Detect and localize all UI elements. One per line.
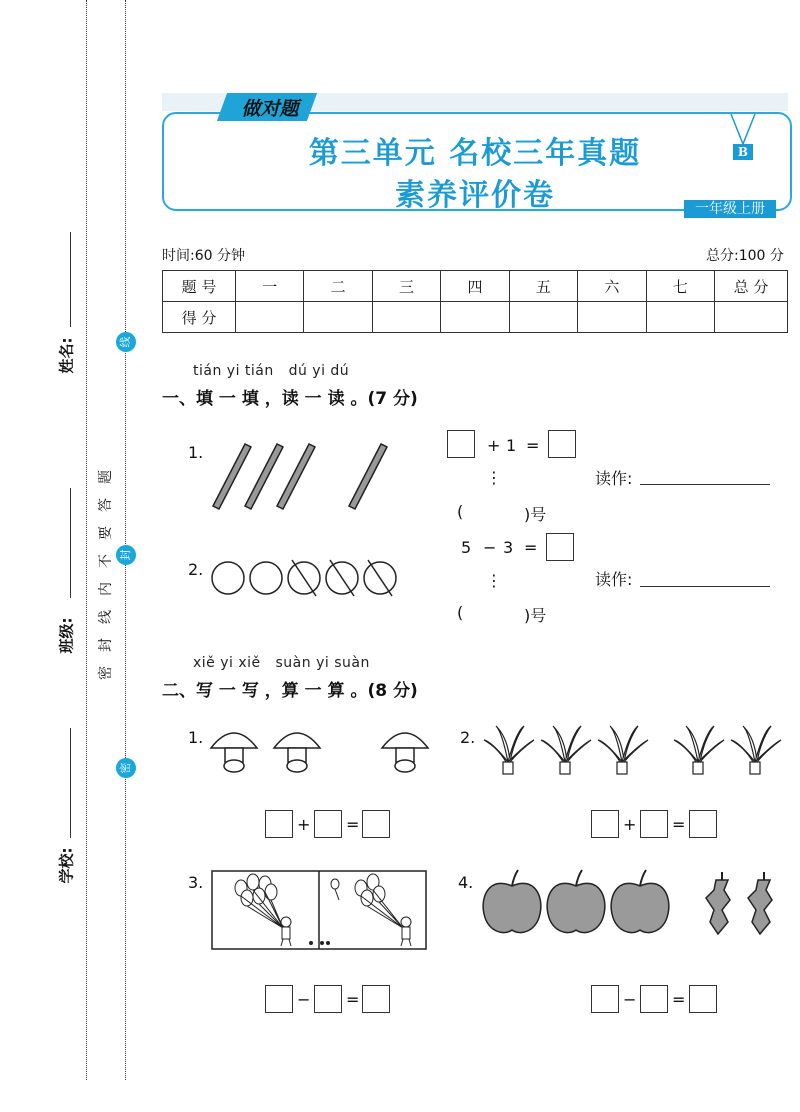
seal-instruction: 密封线内不要答题 xyxy=(98,456,114,680)
answer-box[interactable] xyxy=(689,810,717,838)
equals-sign: = xyxy=(524,538,538,557)
answer-box[interactable] xyxy=(314,810,342,838)
table-header-cell: 三 xyxy=(372,271,440,302)
answer-box[interactable] xyxy=(546,533,574,561)
mushrooms-image xyxy=(208,722,438,778)
read-as-line[interactable] xyxy=(640,484,770,485)
score-cell[interactable] xyxy=(715,302,788,333)
answer-box[interactable] xyxy=(447,430,475,458)
name-underline xyxy=(70,232,71,327)
number-five: 5 xyxy=(461,538,472,557)
item-number: 1. xyxy=(188,443,204,462)
equals-sign: = xyxy=(346,815,360,834)
table-header-cell: 二 xyxy=(304,271,372,302)
banner-text: 做对题 xyxy=(241,98,299,120)
score-cell[interactable] xyxy=(304,302,372,333)
minus-sign: − xyxy=(483,538,497,557)
answer-box[interactable] xyxy=(362,810,390,838)
circles-image xyxy=(208,558,408,598)
item-number: 3. xyxy=(188,873,204,892)
table-header-cell: 题 号 xyxy=(163,271,236,302)
score-cell[interactable] xyxy=(372,302,440,333)
class-label: 班级: xyxy=(57,617,76,654)
section1-pinyin: tián yi tián dú yi dú xyxy=(193,363,350,379)
pencils-image xyxy=(205,438,395,510)
section1-title: 一、填 一 填 ，读 一 读 。(7 分) xyxy=(162,389,418,409)
equals-sign: = xyxy=(672,815,686,834)
potted-plants-image xyxy=(482,722,782,780)
section2-pinyin: xiě yi xiě suàn yi suàn xyxy=(193,655,370,671)
apples-image xyxy=(478,866,784,940)
table-row-label: 得 分 xyxy=(163,302,236,333)
score-cell[interactable] xyxy=(646,302,714,333)
section2-title: 二、写 一 写 ，算 一 算 。(8 分) xyxy=(162,681,418,701)
answer-box[interactable] xyxy=(591,810,619,838)
badge-hanger-icon xyxy=(728,114,758,146)
table-header-cell: 五 xyxy=(509,271,577,302)
version-badge: B xyxy=(733,144,753,160)
answer-box[interactable] xyxy=(640,985,668,1013)
total-info: 总分:100 分 xyxy=(706,248,784,264)
plus-sign: + xyxy=(623,815,637,834)
read-as-label: 读作: xyxy=(595,570,633,589)
seal-badge-xian: 线 xyxy=(116,332,136,352)
answer-box[interactable] xyxy=(265,810,293,838)
table-header-cell: 六 xyxy=(578,271,646,302)
minus-sign: − xyxy=(297,990,311,1009)
answer-box[interactable] xyxy=(689,985,717,1013)
answer-box[interactable] xyxy=(265,985,293,1013)
inner-dotted-line xyxy=(125,0,126,1080)
school-label: 学校: xyxy=(57,847,76,884)
item-number: 2. xyxy=(460,728,476,747)
answer-box[interactable] xyxy=(548,430,576,458)
grade-tag: 一年级上册 xyxy=(684,200,776,218)
item-number: 2. xyxy=(188,560,204,579)
school-underline xyxy=(70,728,71,838)
name-label: 姓名: xyxy=(57,337,76,374)
number-one: 1 xyxy=(506,436,517,455)
table-header-cell: 总 分 xyxy=(715,271,788,302)
table-header-cell: 一 xyxy=(236,271,304,302)
read-as-line[interactable] xyxy=(640,586,770,587)
score-cell[interactable] xyxy=(441,302,509,333)
paren-right: )号 xyxy=(524,505,547,524)
plus-sign: + xyxy=(297,815,311,834)
seal-badge-feng: 封 xyxy=(116,545,136,565)
equals-sign: = xyxy=(672,990,686,1009)
minus-sign: − xyxy=(623,990,637,1009)
plus-sign: + xyxy=(487,436,501,455)
read-as-label: 读作: xyxy=(595,469,633,488)
time-info: 时间:60 分钟 xyxy=(162,248,245,264)
paren-right: )号 xyxy=(524,606,547,625)
item-number: 1. xyxy=(188,728,204,747)
score-cell[interactable] xyxy=(509,302,577,333)
answer-box[interactable] xyxy=(314,985,342,1013)
number-three: 3 xyxy=(503,538,514,557)
class-underline xyxy=(70,488,71,598)
page-subtitle: 素养评价卷 xyxy=(395,178,555,213)
score-table-header-row xyxy=(163,271,788,302)
answer-box[interactable] xyxy=(640,810,668,838)
answer-box[interactable] xyxy=(362,985,390,1013)
paren-left: ( xyxy=(457,603,464,622)
page-title: 第三单元 名校三年真题 xyxy=(308,136,642,171)
answer-box[interactable] xyxy=(591,985,619,1013)
colon-dots: ⋮ xyxy=(486,468,502,487)
score-cell[interactable] xyxy=(236,302,304,333)
item-number: 4. xyxy=(458,873,474,892)
table-header-cell: 七 xyxy=(646,271,714,302)
score-table-score-row xyxy=(163,302,788,333)
outer-dotted-line xyxy=(86,0,87,1080)
seal-badge-mi: 密 xyxy=(116,758,136,778)
score-table xyxy=(162,270,788,333)
equals-sign: = xyxy=(526,436,540,455)
paren-left: ( xyxy=(457,502,464,521)
score-cell[interactable] xyxy=(578,302,646,333)
equals-sign: = xyxy=(346,990,360,1009)
colon-dots: ⋮ xyxy=(486,571,502,590)
balloons-image xyxy=(211,870,427,950)
table-header-cell: 四 xyxy=(441,271,509,302)
